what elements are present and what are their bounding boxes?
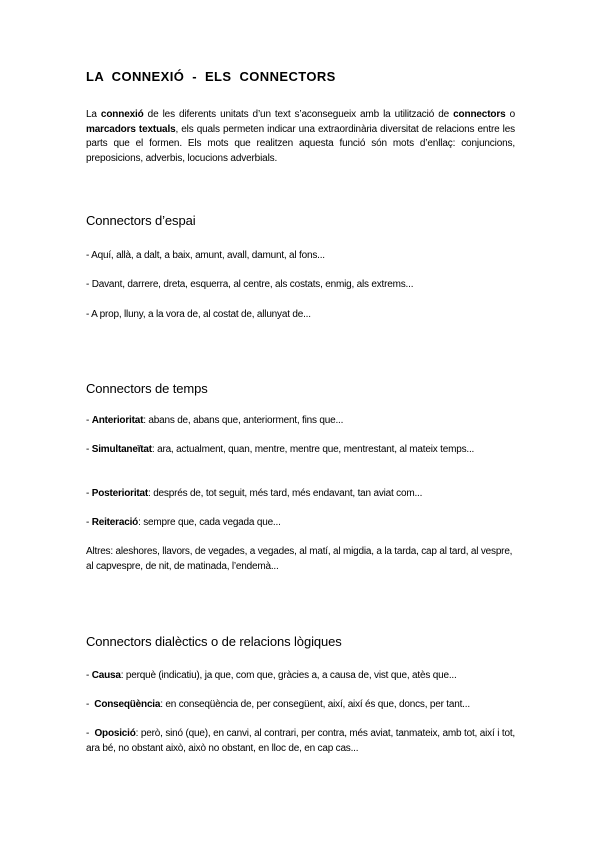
- time-item-label: Posterioritat: [91, 488, 149, 499]
- logic-item-label: Oposició: [94, 728, 136, 739]
- intro-text: , els quals permeten indicar una extraordinària diversitat de relacions entre les parts que el formen. Els mots que realitzen aquesta funció són mots d’enllaç: conjuncions, preposicions, adverbis, locucions adverbials.: [86, 123, 515, 164]
- space-item: - A prop, lluny, a la vora de, al costat de, allunyat de...: [86, 309, 311, 320]
- logic-item: - Causa: perquè (indicatiu), ja que, com que, gràcies a, a causa de, vist que, atès que...: [86, 670, 457, 681]
- intro-text: de les diferents unitats d’un text s’aconsegueix amb la utilització de: [143, 109, 454, 120]
- time-item: - Reiteració: sempre que, cada vegada que...: [86, 517, 281, 528]
- intro-paragraph: [86, 108, 515, 166]
- space-item: - Aquí, allà, a dalt, a baix, amunt, avall, damunt, al fons...: [86, 250, 325, 261]
- time-item-label: Anterioritat: [91, 415, 144, 426]
- time-item: - Anterioritat: abans de, abans que, anteriorment, fins que...: [86, 415, 344, 426]
- time-item: - Simultaneïtat: ara, actualment, quan, mentre, mentre que, mentrestant, al mateix temps...: [86, 444, 475, 455]
- logic-item-label: Conseqüència: [94, 699, 161, 710]
- time-others: Altres: aleshores, llavors, de vegades, a vegades, al matí, al migdia, a la tarda, cap al tard, al vespre, al capvespre, de nit, de matinada, l’endemà...: [86, 546, 513, 572]
- time-item-label: Simultaneïtat: [91, 444, 152, 455]
- intro-text: o: [505, 109, 516, 120]
- logic-item: - Oposició: però, sinó (que), en canvi, al contrari, per contra, més aviat, tanmateix, amb tot, així i tot, ara bé, no obstant això, això no obstant, en lloc de, en cap cas...: [86, 728, 515, 754]
- time-item-label: Reiteració: [91, 517, 139, 528]
- intro-text: La: [86, 109, 101, 120]
- section-heading-logic: Connectors dialèctics o de relacions lògiques: [86, 634, 342, 649]
- time-item: - Posterioritat: després de, tot seguit, més tard, més endavant, tan aviat com...: [86, 488, 423, 499]
- intro-bold-term: marcadors textuals: [86, 123, 176, 135]
- intro-bold-term: connectors: [453, 109, 506, 120]
- space-item: - Davant, darrere, dreta, esquerra, al centre, als costats, enmig, als extrems...: [86, 279, 414, 290]
- section-heading-time: Connectors de temps: [86, 381, 208, 396]
- section-heading-space: Connectors d’espai: [86, 213, 196, 228]
- page-title: LA CONNEXIÓ - ELS CONNECTORS: [86, 69, 336, 84]
- intro-bold-term: connexió: [100, 109, 144, 120]
- logic-item: - Conseqüència: en conseqüència de, per consegüent, així, així és que, doncs, per tant...: [86, 699, 470, 710]
- logic-item-label: Causa: [91, 670, 121, 681]
